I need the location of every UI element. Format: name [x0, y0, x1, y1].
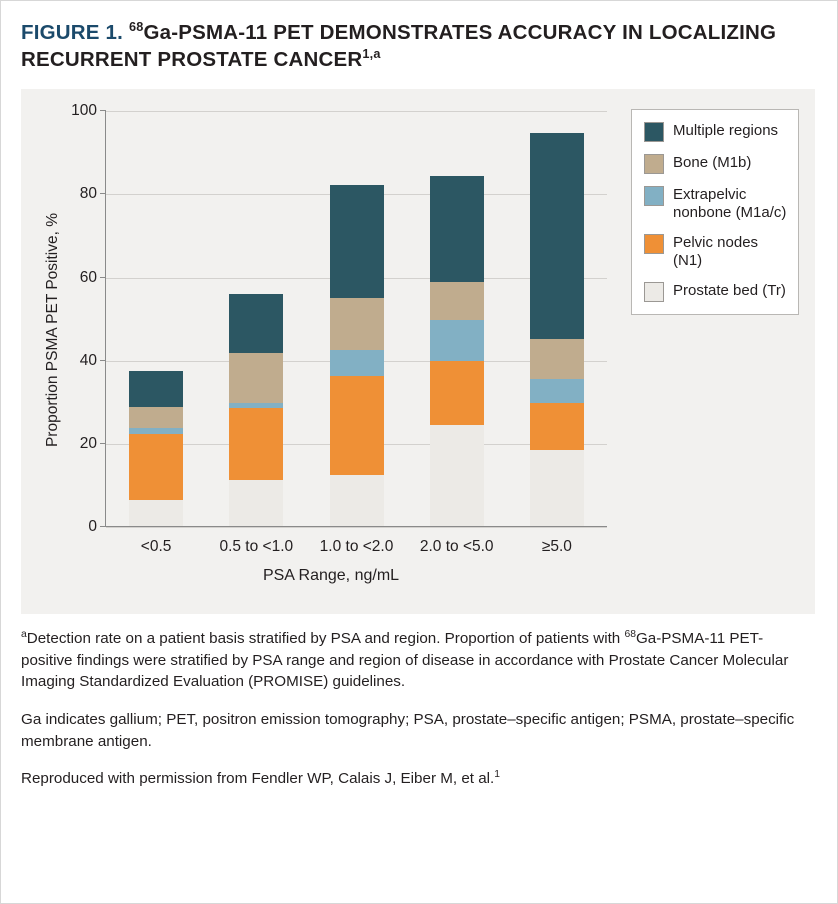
legend-label: Prostate bed (Tr)	[673, 282, 786, 300]
figure-title-text	[21, 21, 776, 71]
bar-segment	[530, 339, 584, 379]
legend-swatch	[644, 282, 664, 302]
y-axis-tick-label: 80	[79, 185, 97, 203]
reproduced-sup: 1	[494, 769, 500, 781]
legend-swatch	[644, 154, 664, 174]
bar-column	[407, 111, 507, 556]
legend-label: Extrapelvic nonbone (M1a/c)	[673, 186, 787, 222]
chart-container	[21, 89, 815, 614]
stacked-bar	[229, 294, 283, 526]
bar-series-group	[106, 111, 607, 556]
stacked-bar	[330, 185, 384, 527]
stacked-bar	[129, 371, 183, 527]
bar-segment	[229, 353, 283, 404]
bar-segment	[129, 500, 183, 526]
legend-label: Pelvic nodes (N1)	[673, 234, 759, 270]
bar-segment	[330, 350, 384, 376]
legend-item	[644, 282, 788, 302]
legend-swatch	[644, 234, 664, 254]
bar-segment	[530, 450, 584, 526]
bar-column	[106, 111, 206, 556]
legend-item	[644, 186, 788, 222]
footnote-sup-68: 68	[624, 629, 636, 641]
page-title	[21, 19, 819, 73]
x-axis-tick-label: 1.0 to <2.0	[319, 538, 394, 556]
legend-label: Multiple regions	[673, 122, 779, 140]
bar-segment	[430, 361, 484, 425]
chart-legend	[631, 109, 799, 315]
title-sup-68: 68	[128, 19, 144, 34]
x-axis-tick-label: 0.5 to <1.0	[219, 538, 294, 556]
plot-area	[71, 102, 607, 556]
y-axis-tick-label: 100	[71, 102, 97, 120]
x-axis-label: PSA Range, ng/mL	[262, 567, 400, 585]
figure-number: FIGURE 1.	[21, 20, 124, 44]
bar-segment	[129, 371, 183, 408]
footnote-marker-a: a	[21, 629, 27, 641]
footnotes	[21, 628, 811, 790]
stacked-bar	[530, 133, 584, 526]
legend-item	[644, 234, 788, 270]
bar-segment	[530, 379, 584, 402]
bar-column	[507, 111, 607, 556]
bar-segment	[430, 176, 484, 282]
footnote-a-part2: Ga-PSMA-11 PET- positive findings were stratified by PSA range and region of disease in accordance with Prostate Cancer Molecular Imaging Standardized Evaluation (PROMISE) guidelines.	[21, 630, 789, 691]
bar-segment	[430, 425, 484, 526]
bar-segment	[530, 133, 584, 339]
y-axis-tick-mark	[100, 526, 106, 527]
bar-segment	[330, 298, 384, 350]
abbreviations-note: Ga indicates gallium; PET, positron emission tomography; PSA, prostate–specific antigen; PSMA, prostate–specific membrane antigen.	[21, 710, 795, 750]
legend-swatch	[644, 186, 664, 206]
legend-item	[644, 122, 788, 142]
legend-swatch	[644, 122, 664, 142]
reproduced-text: Reproduced with permission from Fendler WP, Calais J, Eiber M, et al.	[21, 770, 495, 788]
y-axis-tick-label: 0	[88, 518, 97, 536]
stacked-bar	[430, 176, 484, 526]
bar-segment	[530, 403, 584, 450]
bar-segment	[229, 480, 283, 527]
title-sup-ref: 1,a	[362, 46, 381, 62]
x-axis-tick-label: <0.5	[140, 538, 172, 556]
reproduced-note	[21, 768, 811, 790]
footnote-a	[21, 628, 811, 693]
x-axis-tick-label: 2.0 to <5.0	[419, 538, 494, 556]
bar-segment	[330, 376, 384, 475]
bar-segment	[229, 408, 283, 480]
y-axis-label: Proportion PSMA PET Positive, %	[44, 213, 61, 448]
footnote-a-part1: Detection rate on a patient basis stratified by PSA and region. Proportion of patients with	[26, 630, 625, 648]
y-axis-tick-label: 60	[79, 268, 97, 286]
y-axis-tick-label: 40	[79, 351, 97, 369]
title-main: Ga-PSMA-11 PET DEMONSTRATES ACCURACY IN LOCALIZING RECURRENT PROSTATE CANCER	[21, 20, 777, 71]
bar-segment	[229, 294, 283, 352]
x-axis-tick-label: ≥5.0	[541, 538, 572, 556]
bar-column	[306, 111, 406, 556]
bar-segment	[330, 475, 384, 526]
chart-plot-wrapper	[21, 89, 815, 614]
bar-column	[206, 111, 306, 556]
bar-segment	[430, 282, 484, 320]
bar-segment	[330, 185, 384, 299]
legend-label: Bone (M1b)	[673, 154, 752, 172]
bar-segment	[129, 407, 183, 428]
bar-segment	[129, 434, 183, 501]
y-axis-tick-label: 20	[79, 434, 97, 452]
legend-item	[644, 154, 788, 174]
bar-segment	[430, 320, 484, 361]
